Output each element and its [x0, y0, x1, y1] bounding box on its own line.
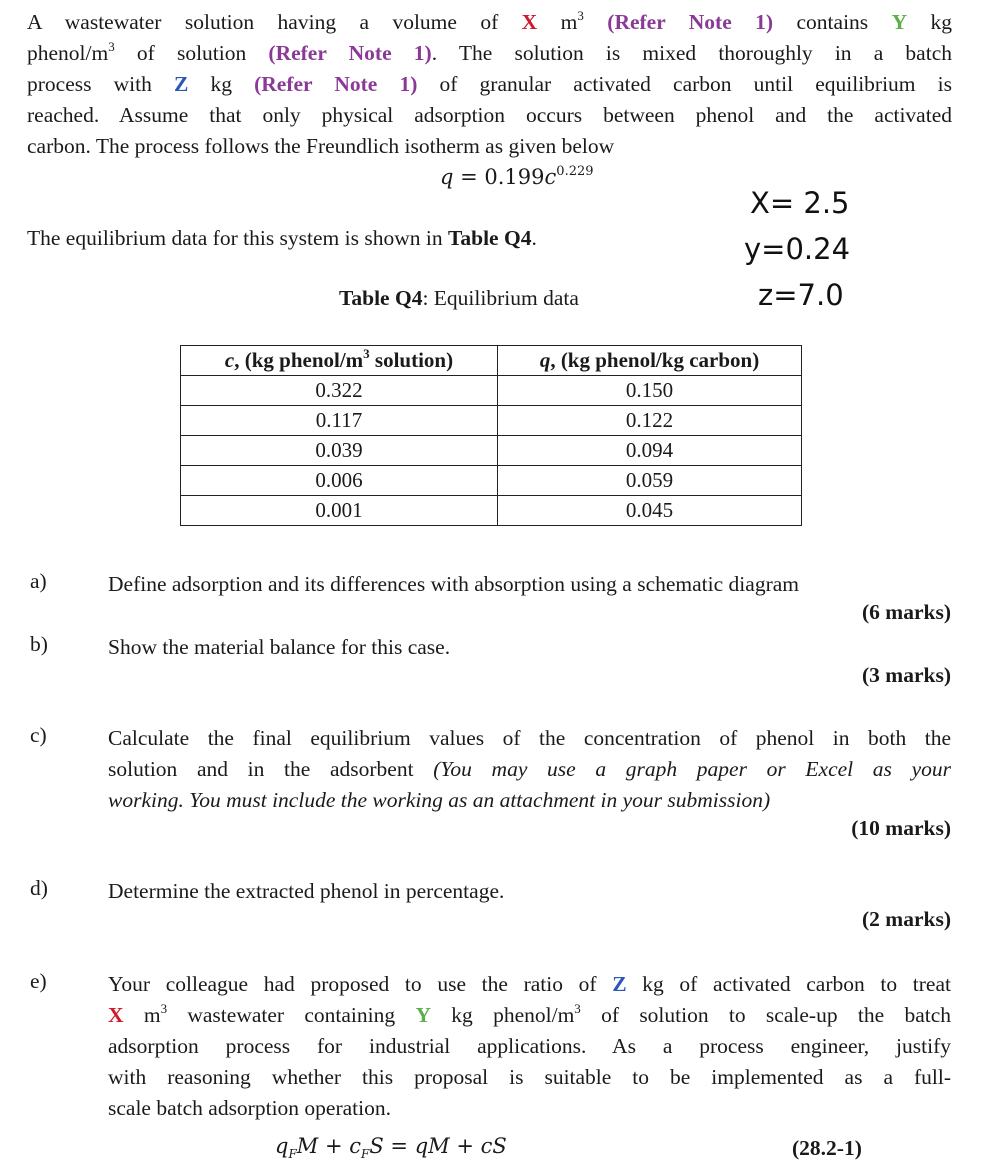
- header-c: c, (kg phenol/$m^3$ solution): [181, 346, 498, 376]
- cell-q: 0.094: [498, 436, 802, 466]
- table-row: [181, 436, 802, 466]
- equation-number: (28.2-1): [792, 1136, 862, 1160]
- question-c-text: Calculate the final equilibrium values of the concentration of phenol in both the solution and in the adsorbent (You may use a graph paper or Excel as your working. You must include the working as an attachment in your submission): [108, 726, 951, 812]
- cell-c: 0.006: [181, 466, 498, 496]
- question-b-text: Show the material balance for this case.: [108, 635, 451, 659]
- question-c-marks: (10 marks): [851, 816, 951, 840]
- isotherm-equation: $q = 0.199c^{0.229}$: [440, 164, 594, 189]
- question-b-label: b): [30, 632, 48, 656]
- question-d-label: d): [30, 876, 48, 900]
- question-d-text: Determine the extracted phenol in percentage.: [108, 879, 505, 903]
- table-row: [181, 496, 802, 526]
- material-balance-equation: $q_FM + c_FS$ = qM + cS: [275, 1134, 507, 1162]
- question-e-text: Your colleague had proposed to use the ratio of Z kg of activated carbon to treat X $m^3$ wastewater containing Y kg phenol/$m^3$ of solution to scale-up the batch adsorption process for industrial applications. As a process engineer, justify with reasoning whether this proposal is suitable to be implemented as a full- scale batch adsorption operation.: [108, 972, 951, 1120]
- cell-q: 0.150: [498, 376, 802, 406]
- equilibrium-table: [180, 345, 802, 526]
- intro-line-5: carbon. The process follows the Freundlich isotherm as given below: [27, 134, 615, 158]
- table-row: [181, 466, 802, 496]
- intro-line-2: phenol/$m^3$ of solution (Refer Note 1). The solution is mixed thoroughly in a batch: [27, 39, 952, 65]
- cell-c: 0.001: [181, 496, 498, 526]
- question-b-marks: (3 marks): [862, 663, 951, 687]
- handwritten-z: z=7.0: [758, 278, 844, 312]
- cell-c: 0.039: [181, 436, 498, 466]
- intro-line-3: process with Z kg (Refer Note 1) of granular activated carbon until equilibrium is: [27, 72, 953, 96]
- handwritten-y: y=0.24: [744, 232, 851, 266]
- table-row: [181, 406, 802, 436]
- cell-q: 0.122: [498, 406, 802, 436]
- table-header-row: [181, 346, 802, 376]
- table-caption: Table Q4: Equilibrium data: [339, 286, 579, 310]
- question-a-label: a): [30, 569, 47, 593]
- handwritten-x: X= 2.5: [750, 186, 850, 220]
- table-reference-note: The equilibrium data for this system is shown in Table Q4.: [27, 226, 537, 250]
- intro-line-1: A wastewater solution having a volume of X $m^3$ (Refer Note 1) contains Y kg: [27, 8, 953, 34]
- intro-line-4: reached. Assume that only physical adsorption occurs between phenol and the activated: [27, 103, 952, 127]
- question-d-marks: (2 marks): [862, 907, 951, 931]
- header-q: q, (kg phenol/kg carbon): [498, 346, 802, 376]
- intro-paragraph: [27, 7, 952, 162]
- question-e-label: e): [30, 969, 47, 993]
- question-a-marks: (6 marks): [862, 600, 951, 624]
- cell-c: 0.117: [181, 406, 498, 436]
- question-c-label: c): [30, 723, 47, 747]
- cell-c: 0.322: [181, 376, 498, 406]
- question-a-text: Define adsorption and its differences with absorption using a schematic diagram: [108, 572, 799, 596]
- cell-q: 0.045: [498, 496, 802, 526]
- table-row: [181, 376, 802, 406]
- cell-q: 0.059: [498, 466, 802, 496]
